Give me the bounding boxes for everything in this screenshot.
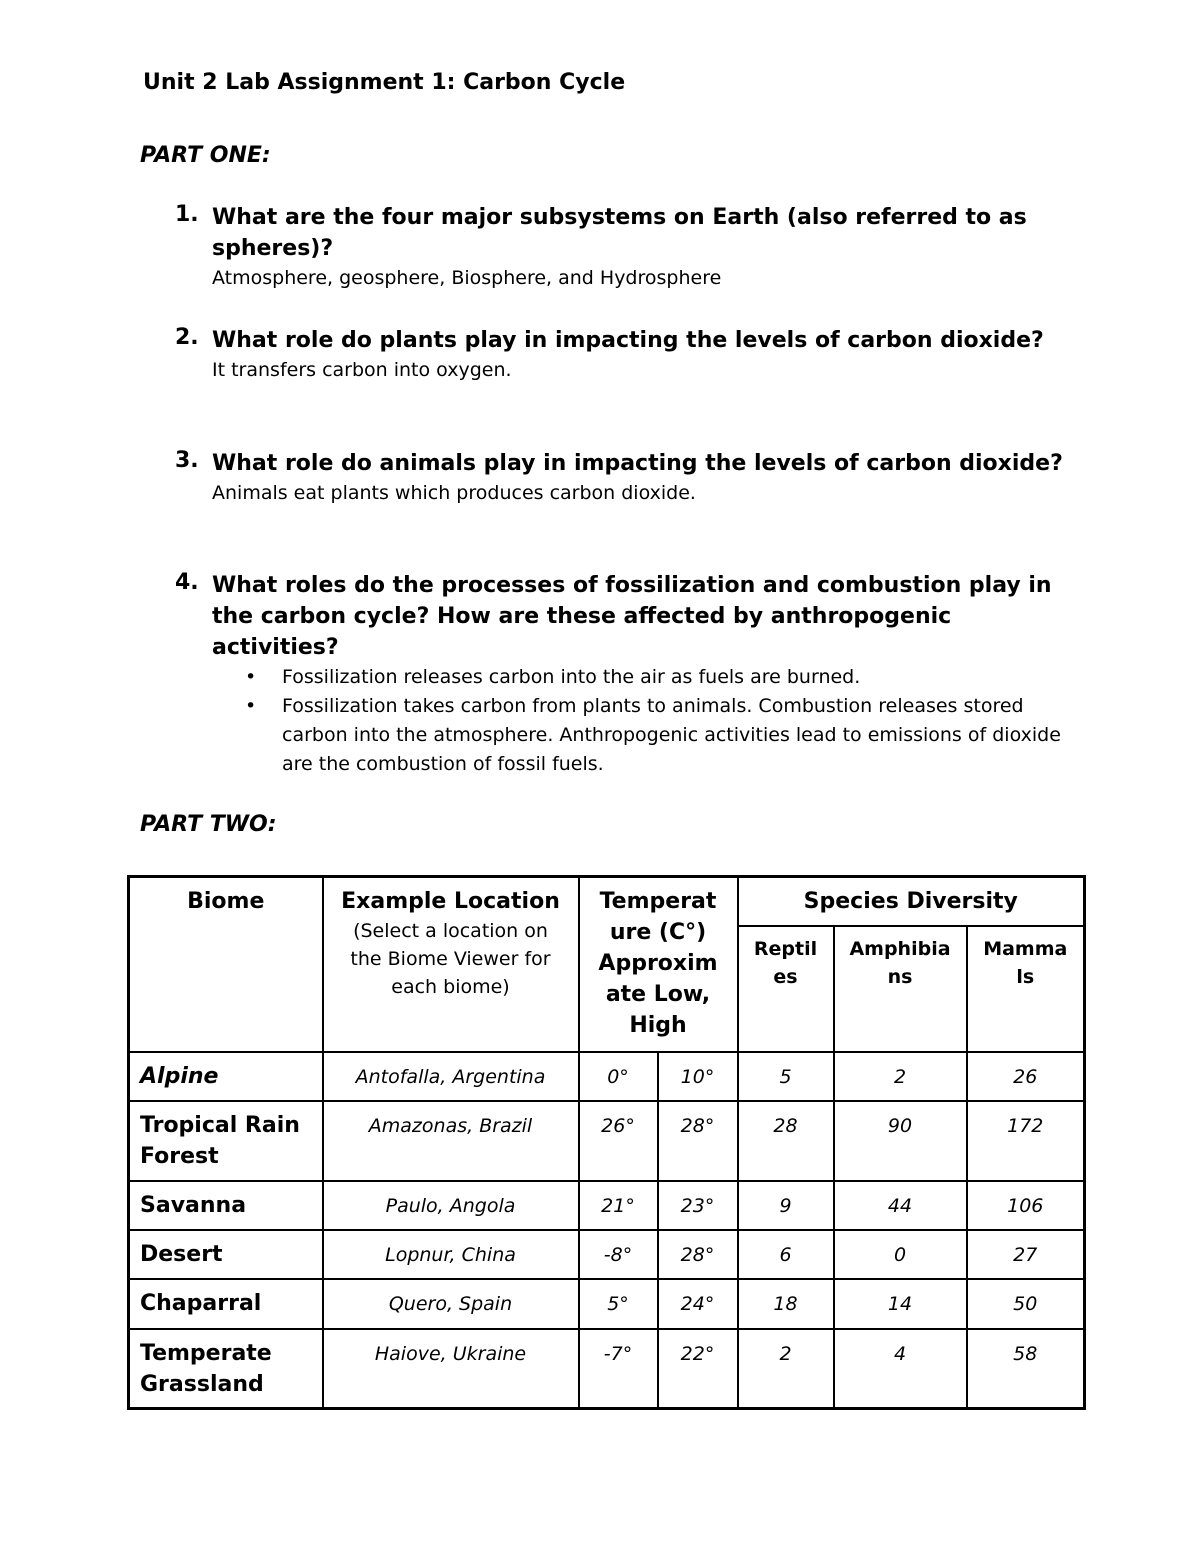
cell-amphibians (834, 1101, 967, 1181)
mammals-value: 58 (1013, 1342, 1038, 1365)
question-answer: It transfers carbon into oxygen. (212, 359, 512, 381)
amphibians-value: 44 (887, 1194, 913, 1217)
high-value: 28° (680, 1114, 715, 1137)
high-value: 22° (680, 1342, 715, 1365)
table-row (129, 1181, 1085, 1230)
cell-mammals (967, 1279, 1085, 1329)
question-3 (175, 448, 1075, 508)
table-row (129, 1101, 1085, 1181)
reptiles-value: 6 (779, 1243, 792, 1266)
cell-mammals (967, 1101, 1085, 1181)
cell-mammals (967, 1329, 1085, 1409)
high-value: 10° (680, 1065, 715, 1088)
question-text: What role do animals play in impacting the levels of carbon dioxide? (212, 451, 1063, 476)
header-location-label: Example Location (341, 889, 560, 914)
location-value: Paulo, Angola (385, 1194, 516, 1217)
cell-high (658, 1052, 738, 1101)
biome-name: Chaparral (140, 1290, 262, 1316)
cell-amphibians (834, 1052, 967, 1101)
cell-reptiles (738, 1329, 834, 1409)
bullet-icon: • (245, 666, 257, 688)
low-value: -8° (603, 1243, 633, 1266)
header-temperature-label: Temperat ure (C°) Approxim ate Low, High (598, 889, 718, 1038)
reptiles-value: 2 (779, 1342, 792, 1365)
question-number: 3. (175, 448, 199, 473)
cell-amphibians (834, 1279, 967, 1329)
cell-biome (129, 1329, 323, 1409)
header-amphibians-label: Amphibia ns (849, 937, 951, 988)
cell-reptiles (738, 1101, 834, 1181)
low-value: 5° (607, 1292, 629, 1315)
cell-reptiles (738, 1052, 834, 1101)
location-value: Amazonas, Brazil (368, 1114, 533, 1137)
table-row (129, 1230, 1085, 1279)
cell-high (658, 1279, 738, 1329)
cell-biome (129, 1279, 323, 1329)
cell-location (323, 1329, 579, 1409)
high-value: 23° (680, 1194, 715, 1217)
cell-low (579, 1101, 658, 1181)
mammals-value: 50 (1013, 1292, 1038, 1315)
cell-low (579, 1279, 658, 1329)
low-value: -7° (603, 1342, 633, 1365)
cell-reptiles (738, 1181, 834, 1230)
biome-name: Tropical Rain Forest (140, 1112, 300, 1169)
header-mammals (967, 926, 1085, 1052)
biome-table (127, 875, 1086, 1410)
question-answer: Atmosphere, geosphere, Biosphere, and Hydrosphere (212, 267, 722, 289)
cell-high (658, 1329, 738, 1409)
biome-name: Alpine (140, 1063, 219, 1089)
header-biome (129, 877, 323, 1052)
cell-low (579, 1230, 658, 1279)
reptiles-value: 18 (773, 1292, 798, 1315)
table-row (129, 1329, 1085, 1409)
cell-mammals (967, 1181, 1085, 1230)
header-reptiles-label: Reptil es (753, 937, 818, 988)
list-item (212, 692, 1075, 779)
high-value: 24° (680, 1292, 715, 1315)
cell-reptiles (738, 1230, 834, 1279)
low-value: 0° (607, 1065, 629, 1088)
cell-reptiles (738, 1279, 834, 1329)
cell-mammals (967, 1052, 1085, 1101)
header-biome-label: Biome (187, 889, 265, 914)
cell-amphibians (834, 1181, 967, 1230)
question-number: 2. (175, 325, 199, 350)
cell-location (323, 1181, 579, 1230)
question-answer: Animals eat plants which produces carbon dioxide. (212, 482, 696, 504)
location-value: Lopnur, China (385, 1243, 516, 1266)
location-value: Haiove, Ukraine (374, 1342, 527, 1365)
header-temperature (579, 877, 738, 1052)
question-2 (175, 325, 1075, 385)
header-mammals-label: Mamma ls (983, 937, 1068, 988)
location-value: Antofalla, Argentina (355, 1065, 546, 1088)
mammals-value: 106 (1007, 1194, 1044, 1217)
header-species (738, 877, 1085, 926)
amphibians-value: 14 (887, 1292, 913, 1315)
low-value: 21° (601, 1194, 635, 1217)
cell-high (658, 1181, 738, 1230)
amphibians-value: 2 (893, 1065, 907, 1088)
cell-location (323, 1279, 579, 1329)
cell-location (323, 1230, 579, 1279)
answer-bullet-list (212, 663, 1075, 779)
header-location (323, 877, 579, 1052)
mammals-value: 27 (1013, 1243, 1038, 1266)
cell-biome (129, 1101, 323, 1181)
question-4 (175, 570, 1075, 779)
table-row (129, 1052, 1085, 1101)
biome-name: Savanna (140, 1192, 247, 1218)
question-number: 4. (175, 570, 199, 595)
amphibians-value: 4 (893, 1342, 907, 1365)
mammals-value: 26 (1013, 1065, 1038, 1088)
cell-location (323, 1052, 579, 1101)
biome-name: Desert (140, 1241, 223, 1267)
question-text: What roles do the processes of fossilization and combustion play in the carbon cycle? How are these affected by anthropogenic activities? (212, 573, 1052, 660)
list-item (212, 663, 1075, 692)
bullet-icon: • (245, 695, 257, 717)
question-1 (175, 202, 1075, 293)
cell-amphibians (834, 1230, 967, 1279)
part-two-heading: PART TWO: (140, 812, 277, 837)
part-one-heading: PART ONE: (140, 143, 271, 168)
low-value: 26° (601, 1114, 635, 1137)
cell-mammals (967, 1230, 1085, 1279)
cell-biome (129, 1230, 323, 1279)
reptiles-value: 9 (779, 1194, 792, 1217)
question-text: What are the four major subsystems on Earth (also referred to as spheres)? (212, 205, 1027, 261)
question-number: 1. (175, 202, 199, 227)
cell-low (579, 1052, 658, 1101)
bullet-text: Fossilization takes carbon from plants to animals. Combustion releases stored carbon into the atmosphere. Anthropogenic activities lead to emissions of dioxide are the combustion of fossil fuels. (282, 695, 1061, 775)
header-species-label: Species Diversity (803, 889, 1018, 914)
cell-biome (129, 1052, 323, 1101)
table-header-row (129, 877, 1085, 926)
cell-high (658, 1230, 738, 1279)
cell-low (579, 1329, 658, 1409)
header-amphibians (834, 926, 967, 1052)
cell-location (323, 1101, 579, 1181)
cell-biome (129, 1181, 323, 1230)
cell-amphibians (834, 1329, 967, 1409)
table-row (129, 1279, 1085, 1329)
reptiles-value: 28 (773, 1114, 798, 1137)
document-title: Unit 2 Lab Assignment 1: Carbon Cycle (143, 70, 626, 95)
header-location-note: (Select a location on the Biome Viewer for each biome) (350, 920, 551, 998)
high-value: 28° (680, 1243, 715, 1266)
bullet-text: Fossilization releases carbon into the air as fuels are burned. (282, 666, 861, 688)
amphibians-value: 90 (887, 1114, 913, 1137)
cell-low (579, 1181, 658, 1230)
reptiles-value: 5 (779, 1065, 792, 1088)
header-reptiles (738, 926, 834, 1052)
cell-high (658, 1101, 738, 1181)
question-text: What role do plants play in impacting the levels of carbon dioxide? (212, 328, 1044, 353)
amphibians-value: 0 (893, 1243, 907, 1266)
mammals-value: 172 (1007, 1114, 1044, 1137)
location-value: Quero, Spain (388, 1292, 513, 1315)
biome-name: Temperate Grassland (140, 1340, 272, 1397)
